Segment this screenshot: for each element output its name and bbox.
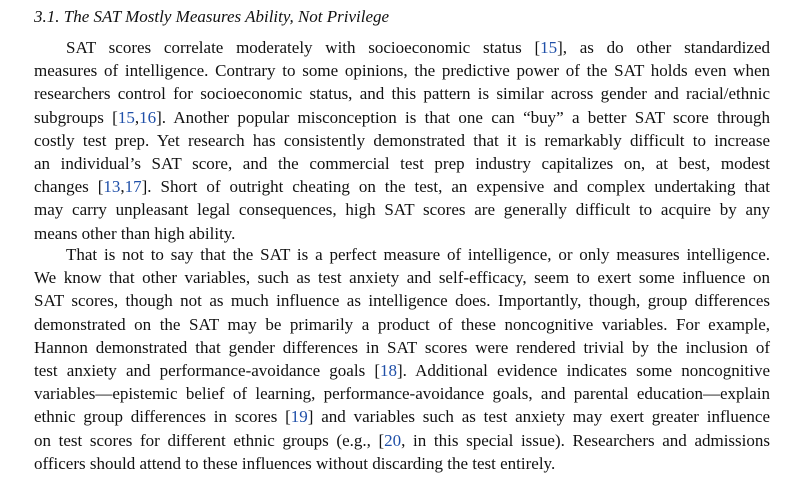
- text-segment: changes [: [34, 177, 104, 197]
- text-segment: subgroups [: [34, 107, 118, 127]
- text-segment: ethnic group differences in scores [: [34, 407, 291, 427]
- text-segment: ]. Additional evidence indicates some noncognitive: [397, 361, 770, 381]
- text-segment: an individual’s SAT score, and the commercial test prep industry capitalizes on, at best, modest: [34, 154, 770, 174]
- text-line: [34, 405, 770, 428]
- text-segment: ,: [134, 107, 140, 127]
- text-segment: SAT scores, though not as much influence as intelligence does. Importantly, though, group differences: [34, 291, 770, 311]
- paragraph-2: [34, 243, 770, 475]
- text-line: [34, 429, 770, 452]
- text-line: [34, 175, 770, 198]
- citation-link[interactable]: 18: [380, 361, 398, 381]
- text-line: [34, 336, 770, 359]
- text-segment: ,: [120, 177, 125, 197]
- citation-link[interactable]: 15: [540, 38, 558, 57]
- text-line: [34, 452, 770, 475]
- text-line: [34, 82, 770, 105]
- text-line: [34, 198, 770, 221]
- section-heading: 3.1. The SAT Mostly Measures Ability, Not Privilege: [34, 7, 390, 26]
- text-segment: ], as do other standardized: [557, 38, 770, 57]
- text-segment: means other than high ability.: [34, 223, 236, 243]
- text-line: [34, 222, 770, 245]
- text-segment: variables—epistemic belief of learning, performance-avoidance goals, and parental education—explain: [34, 384, 770, 404]
- text-line: [34, 289, 770, 312]
- text-line: [34, 36, 770, 59]
- text-line: [34, 313, 770, 336]
- text-line: [34, 382, 770, 405]
- text-line: [34, 59, 770, 82]
- text-segment: measures of intelligence. Contrary to some opinions, the predictive power of the SAT holds even when: [34, 61, 770, 81]
- text-segment: demonstrated on the SAT may be primarily a product of these noncognitive variables. For example,: [34, 314, 770, 334]
- text-segment: We know that other variables, such as test anxiety and self-efficacy, seem to exert some influence on: [34, 268, 770, 288]
- text-segment: ]. Short of outright cheating on the test, an expensive and complex undertaking that: [141, 177, 770, 197]
- text-line: [34, 106, 770, 129]
- text-segment: ] and variables such as test anxiety may exert greater influence: [307, 407, 771, 427]
- text-segment: officers should attend to these influences without discarding the test entirely.: [34, 453, 556, 473]
- citation-link[interactable]: 19: [290, 407, 308, 427]
- citation-link[interactable]: 17: [124, 177, 142, 197]
- text-segment: That is not to say that the SAT is a perfect measure of intelligence, or only measures intelligence.: [66, 245, 770, 264]
- text-segment: researchers control for socioeconomic status, and this pattern is similar across gender and racial/ethnic: [34, 84, 770, 104]
- text-line: [34, 359, 770, 382]
- text-line: [34, 152, 770, 175]
- text-segment: SAT scores correlate moderately with socioeconomic status [: [66, 38, 541, 57]
- text-segment: Hannon demonstrated that gender differences in SAT scores were rendered trivial by the inclusion of: [34, 337, 770, 357]
- text-segment: , in this special issue). Researchers and admissions: [401, 430, 771, 450]
- text-line: [34, 266, 770, 289]
- citation-link[interactable]: 13: [103, 177, 121, 197]
- text-segment: test anxiety and performance-avoidance goals [: [34, 361, 381, 381]
- text-line: [34, 129, 770, 152]
- citation-link[interactable]: 20: [384, 430, 402, 450]
- citation-link[interactable]: 16: [139, 107, 157, 127]
- text-segment: may carry unpleasant legal consequences, high SAT scores are generally difficult to acquire by any: [34, 200, 770, 220]
- text-segment: ]. Another popular misconception is that one can “buy” a better SAT score through: [156, 107, 770, 127]
- text-line: [34, 243, 770, 266]
- citation-link[interactable]: 15: [117, 107, 135, 127]
- text-segment: on test scores for different ethnic groups (e.g., [: [34, 430, 385, 450]
- text-segment: costly test prep. Yet research has consistently demonstrated that it is remarkably difficult to increase: [34, 130, 770, 150]
- paragraph-1: [34, 36, 770, 245]
